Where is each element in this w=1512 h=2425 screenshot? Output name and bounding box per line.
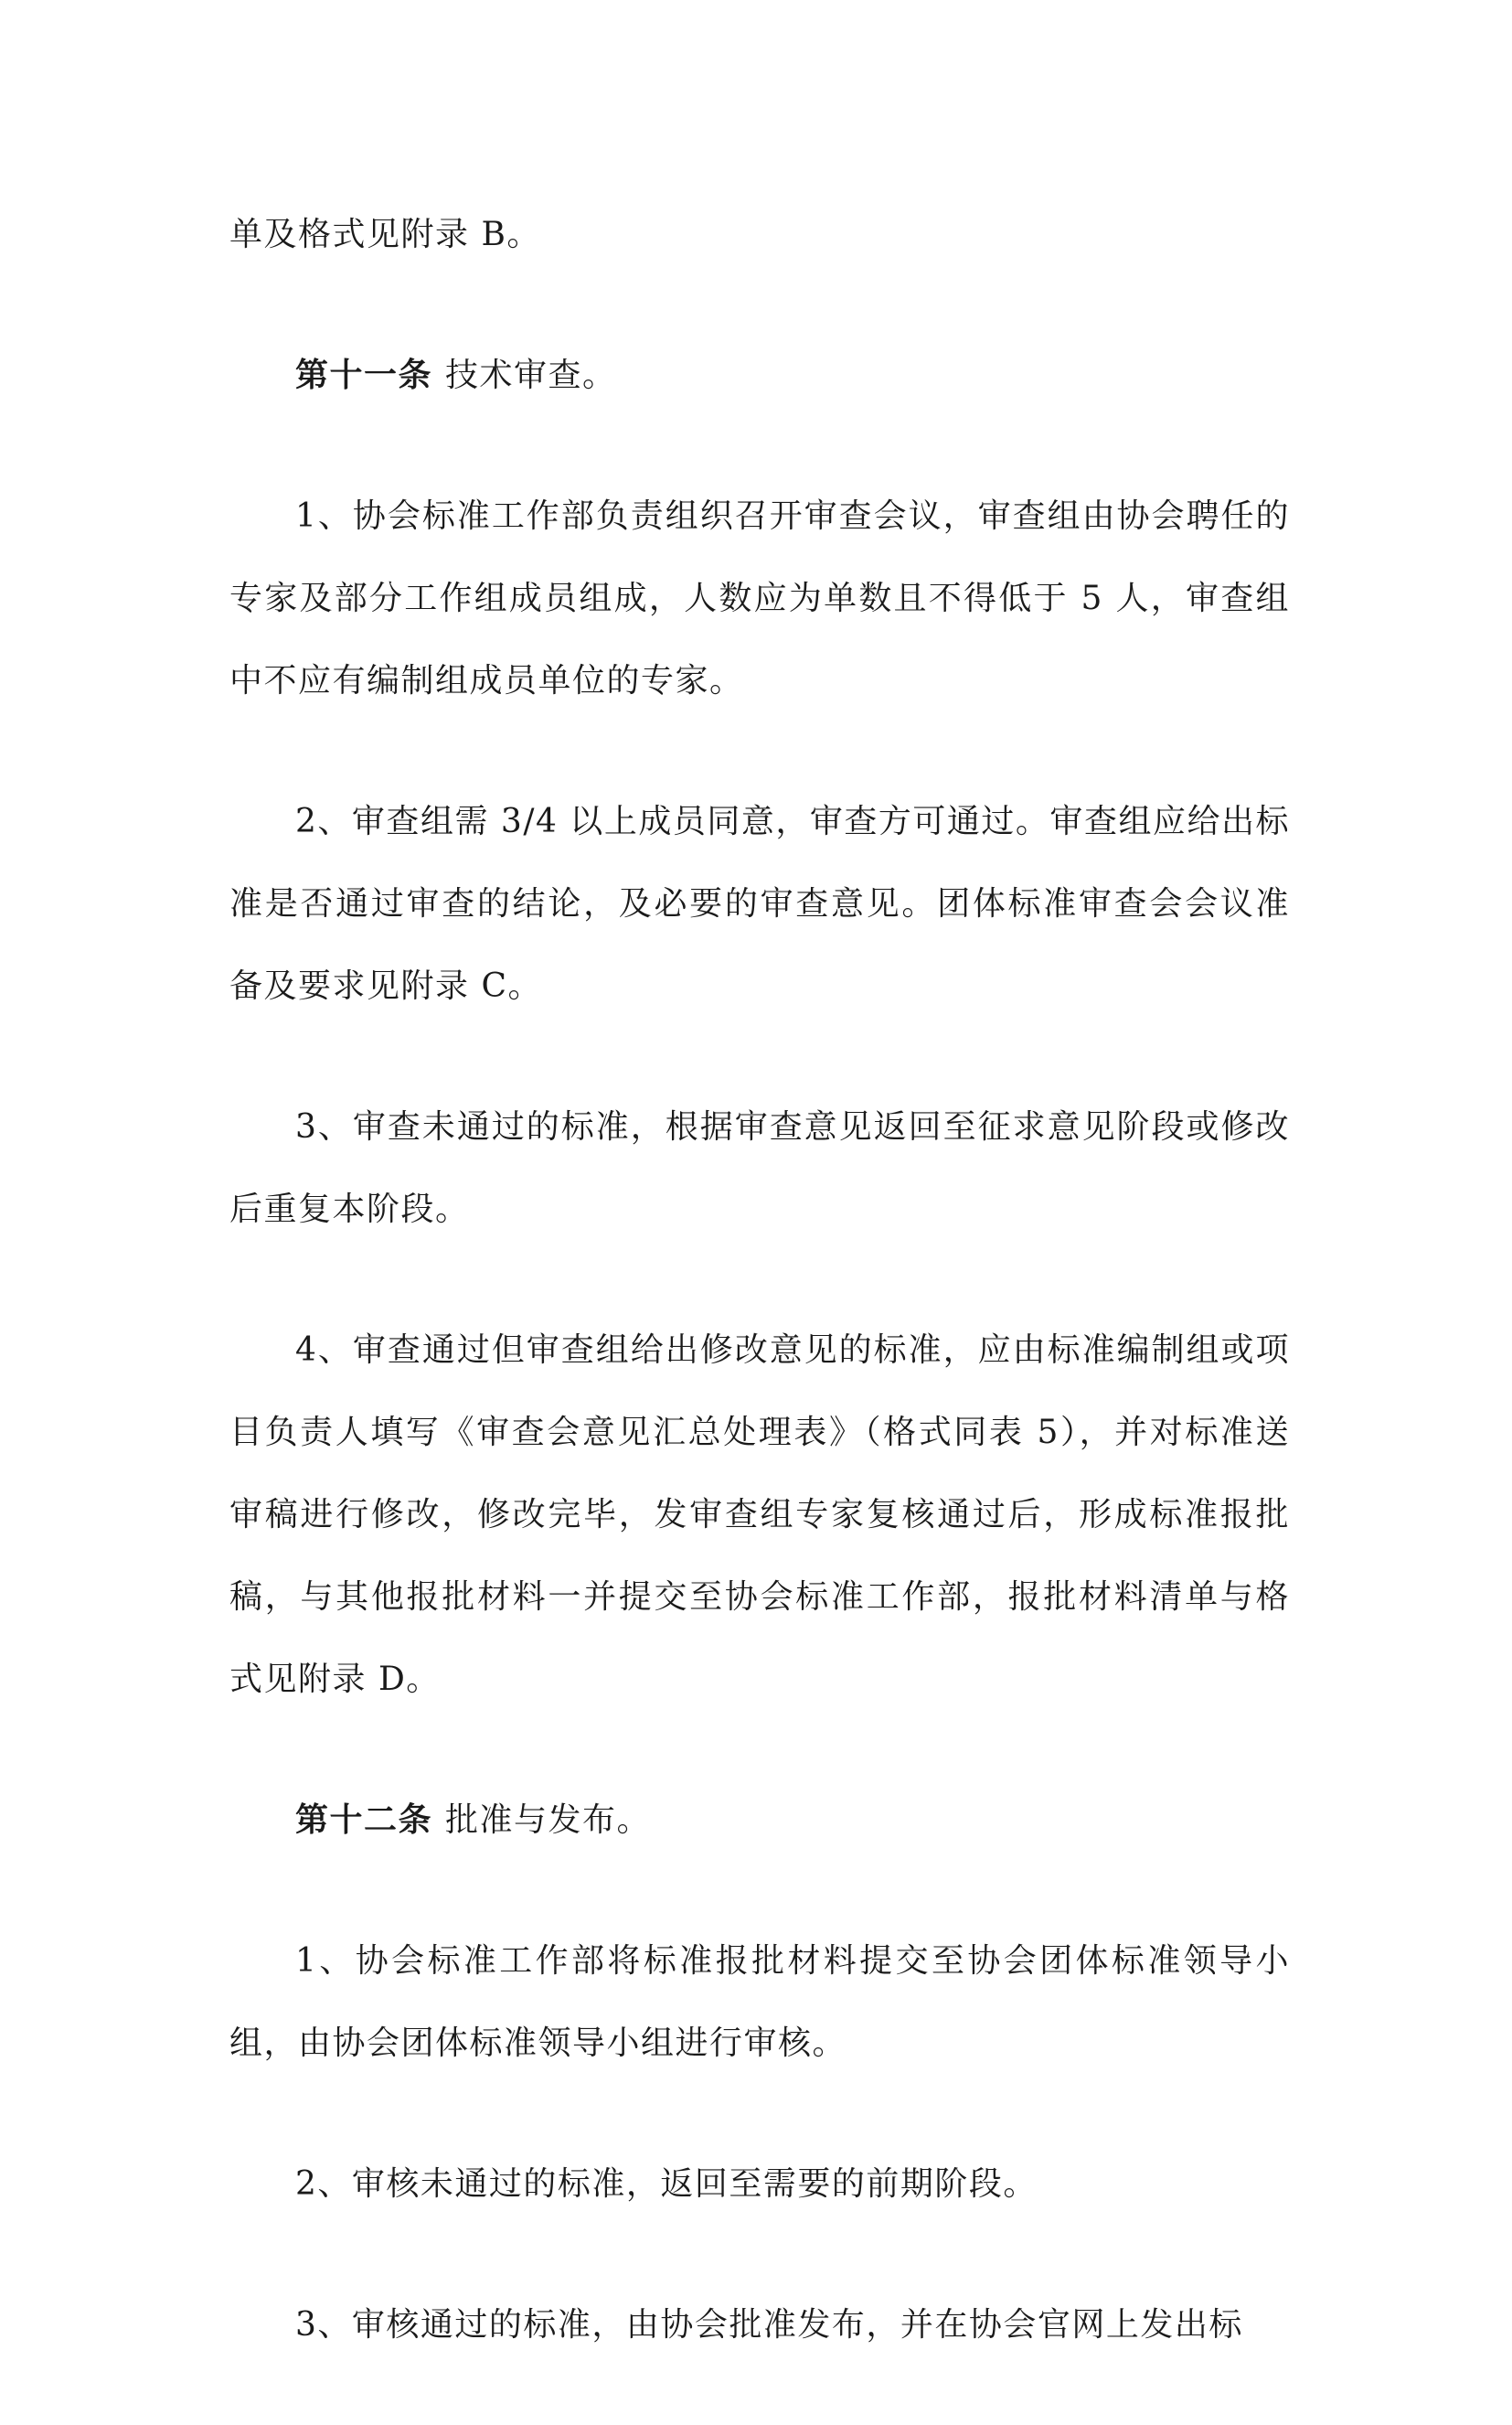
paragraph-text: 4、审查通过但审查组给出修改意见的标准，应由标准编制组或项目负责人填写《审查会意见汇总处理表》（格式同表 5），并对标准送审稿进行修改，修改完毕，发审查组专家复核通过后，形成标准报批稿，与其他报批材料一并提交至协会标准工作部，报批材料清单与格式见附录 D。 <box>229 1331 1290 1698</box>
paragraph-text: 2、审核未通过的标准，返回至需要的前期阶段。 <box>295 2165 1038 2203</box>
article-number: 第十一条 <box>295 357 433 394</box>
paragraph-item <box>229 2143 1290 2226</box>
paragraph-text: 1、协会标准工作部将标准报批材料提交至协会团体标准领导小组，由协会团体标准领导小组进行审核。 <box>229 1942 1290 2062</box>
article-title: 批准与发布。 <box>445 1801 652 1839</box>
paragraph-item <box>229 2284 1290 2366</box>
paragraph-item <box>229 475 1290 722</box>
paragraph-continuation <box>229 194 1290 276</box>
article-12-heading <box>229 1779 1290 1862</box>
paragraph-item <box>229 1920 1290 2085</box>
article-11-heading <box>229 335 1290 417</box>
paragraph-text: 3、审核通过的标准，由协会批准发布，并在协会官网上发出标 <box>295 2306 1243 2344</box>
paragraph-item <box>229 781 1290 1028</box>
article-title: 技术审查。 <box>445 357 617 394</box>
paragraph-text: 单及格式见附录 B。 <box>229 216 541 253</box>
paragraph-item <box>229 1309 1290 1721</box>
paragraph-text: 3、审查未通过的标准，根据审查意见返回至征求意见阶段或修改后重复本阶段。 <box>229 1108 1290 1228</box>
paragraph-text: 2、审查组需 3/4 以上成员同意，审查方可通过。审查组应给出标准是否通过审查的结论，及必要的审查意见。团体标准审查会会议准备及要求见附录 C。 <box>229 803 1290 1005</box>
document-body <box>229 194 1290 2425</box>
paragraph-item <box>229 1086 1290 1251</box>
paragraph-text: 1、协会标准工作部负责组织召开审查会议，审查组由协会聘任的专家及部分工作组成员组成，人数应为单数且不得低于 5 人，审查组中不应有编制组成员单位的专家。 <box>229 497 1290 700</box>
article-number: 第十二条 <box>295 1801 433 1839</box>
